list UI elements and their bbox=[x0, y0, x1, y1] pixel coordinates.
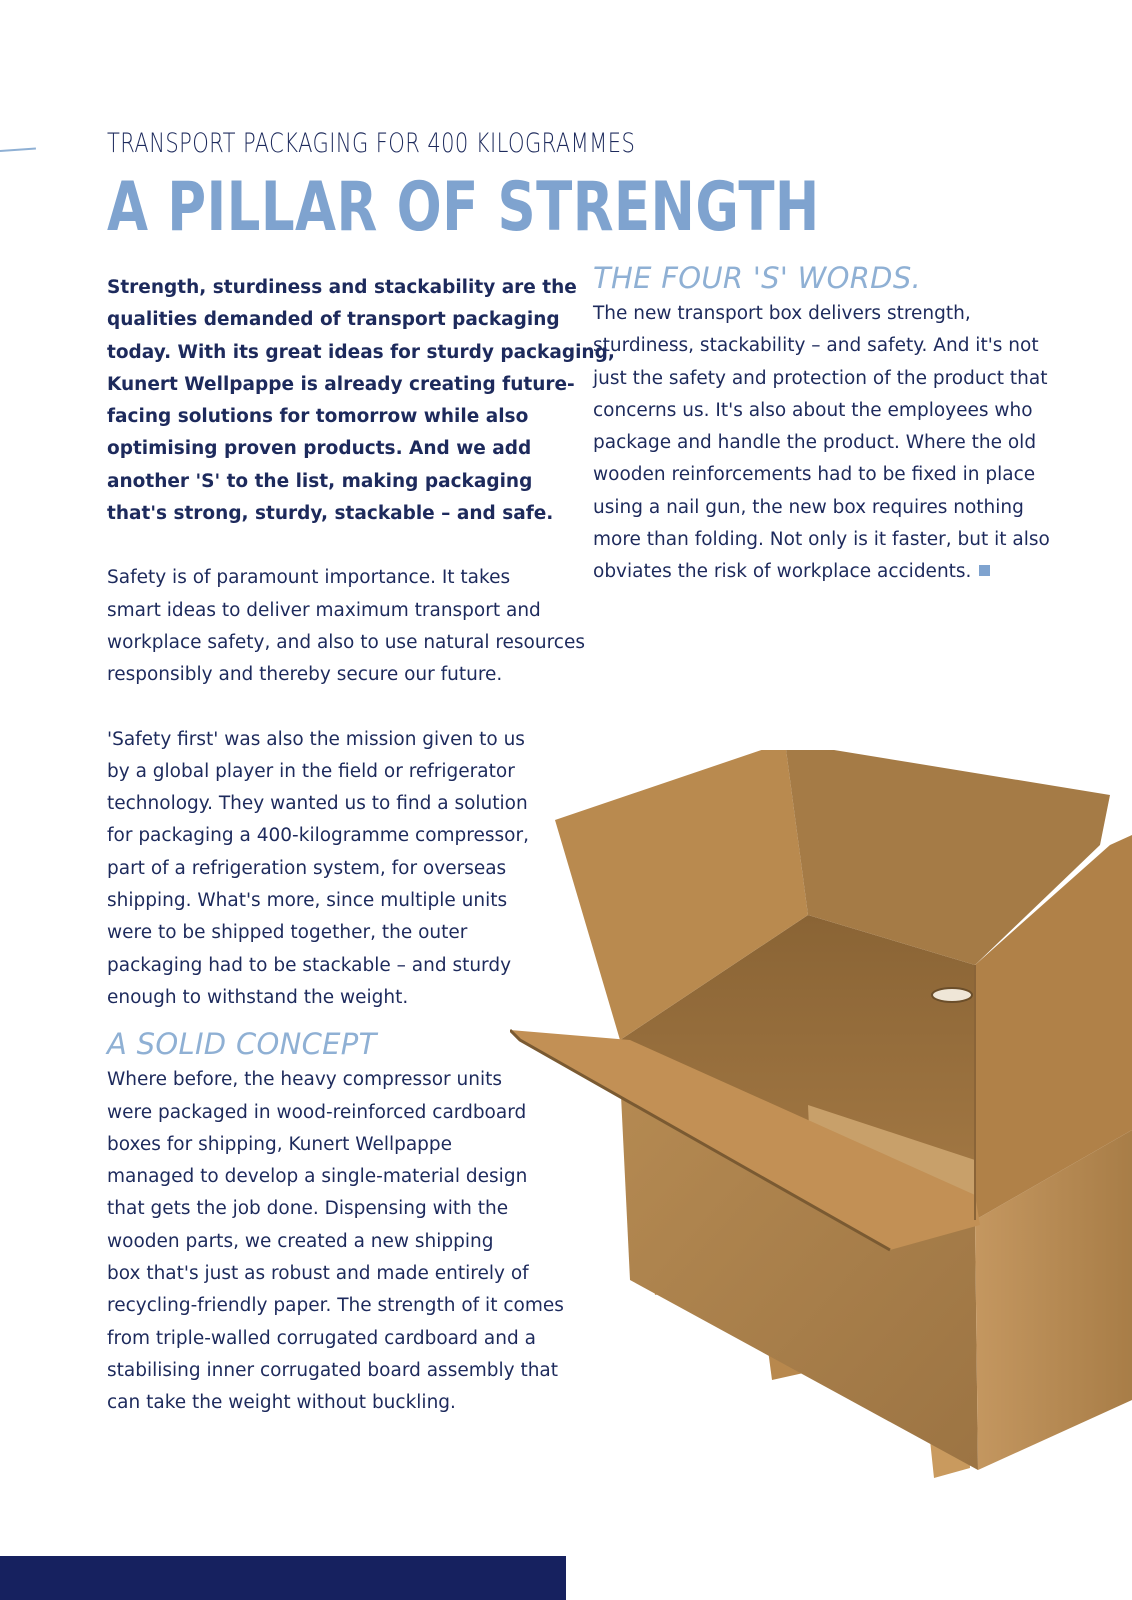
text-line: box that's just as robust and made entirely of bbox=[107, 1263, 529, 1285]
text-line: Where before, the heavy compressor units bbox=[107, 1069, 503, 1091]
page-kicker: TRANSPORT PACKAGING FOR 400 KILOGRAMMES bbox=[107, 128, 636, 159]
intro-paragraph bbox=[107, 272, 615, 530]
text-line: boxes for shipping, Kunert Wellpappe bbox=[107, 1133, 453, 1155]
text-line: that gets the job done. Dispensing with the bbox=[107, 1198, 509, 1220]
text-line: were to be shipped together, the outer bbox=[107, 922, 468, 944]
page-title: A PILLAR OF STRENGTH bbox=[107, 168, 820, 247]
text-line: Strength, sturdiness and stackability are the bbox=[107, 277, 577, 298]
text-line: sturdiness, stackability – and safety. And it's not bbox=[593, 335, 1039, 357]
section-heading-four-s-words: THE FOUR 'S' WORDS. bbox=[593, 261, 922, 295]
text-line: today. With its great ideas for sturdy packaging, bbox=[107, 341, 615, 363]
text-line: technology. They wanted us to find a solution bbox=[107, 793, 528, 815]
text-line: shipping. What's more, since multiple units bbox=[107, 890, 508, 912]
text-line: Kunert Wellpappe is already creating future- bbox=[107, 373, 575, 395]
text-line: 'Safety first' was also the mission given to us bbox=[107, 728, 525, 750]
text-line: package and handle the product. Where the old bbox=[593, 432, 1037, 454]
text-line: wooden parts, we created a new shipping bbox=[107, 1230, 494, 1252]
left-column bbox=[107, 272, 615, 1420]
text-line: concerns us. It's also about the employees who bbox=[593, 399, 1033, 421]
text-line: that's strong, sturdy, stackable – and safe. bbox=[107, 503, 554, 525]
text-line: smart ideas to deliver maximum transport and bbox=[107, 599, 541, 621]
text-line bbox=[593, 556, 1043, 588]
box-handle-hole bbox=[932, 988, 972, 1002]
text-line-final: obviates the risk of workplace accidents. bbox=[593, 561, 972, 583]
text-line: recycling-friendly paper. The strength of it comes bbox=[107, 1295, 564, 1317]
text-line: managed to develop a single-material design bbox=[107, 1166, 528, 1188]
section-heading-solid-concept: A SOLID CONCEPT bbox=[107, 1027, 377, 1062]
four-s-paragraph bbox=[593, 298, 1050, 589]
footer-navy-bar bbox=[0, 1556, 566, 1600]
text-line: another 'S' to the list, making packaging bbox=[107, 470, 533, 492]
text-line: qualities demanded of transport packaging bbox=[107, 309, 560, 331]
corner-decoration-line bbox=[0, 147, 36, 152]
mission-paragraph bbox=[107, 724, 577, 1015]
text-line: optimising proven products. And we add bbox=[107, 438, 532, 460]
text-line: more than folding. Not only is it faster, but it also bbox=[593, 529, 1050, 551]
text-line: for packaging a 400-kilogramme compressor, bbox=[107, 825, 529, 847]
text-line: by a global player in the field or refrigerator bbox=[107, 760, 515, 782]
text-line: can take the weight without buckling. bbox=[107, 1392, 456, 1414]
text-line: were packaged in wood-reinforced cardboard bbox=[107, 1101, 527, 1123]
text-line: from triple-walled corrugated cardboard and a bbox=[107, 1327, 536, 1349]
text-line: using a nail gun, the new box requires nothing bbox=[593, 496, 1024, 518]
text-line: enough to withstand the weight. bbox=[107, 986, 409, 1008]
text-line: The new transport box delivers strength, bbox=[593, 303, 971, 324]
end-of-article-square-icon bbox=[979, 565, 990, 576]
safety-paragraph bbox=[107, 562, 585, 691]
text-line: workplace safety, and also to use natural resources bbox=[107, 631, 585, 653]
concept-paragraph bbox=[107, 1064, 577, 1419]
text-line: packaging had to be stackable – and sturdy bbox=[107, 954, 512, 976]
text-line: facing solutions for tomorrow while also bbox=[107, 406, 529, 428]
cardboard-box-photo bbox=[510, 750, 1132, 1520]
text-line: wooden reinforcements had to be fixed in place bbox=[593, 464, 1036, 486]
text-line: stabilising inner corrugated board assembly that bbox=[107, 1359, 559, 1381]
text-line: Safety is of paramount importance. It takes bbox=[107, 567, 511, 589]
text-line: just the safety and protection of the product that bbox=[593, 367, 1048, 389]
text-line: responsibly and thereby secure our future. bbox=[107, 664, 503, 686]
right-column bbox=[593, 258, 1050, 589]
text-line: part of a refrigeration system, for overseas bbox=[107, 857, 507, 879]
